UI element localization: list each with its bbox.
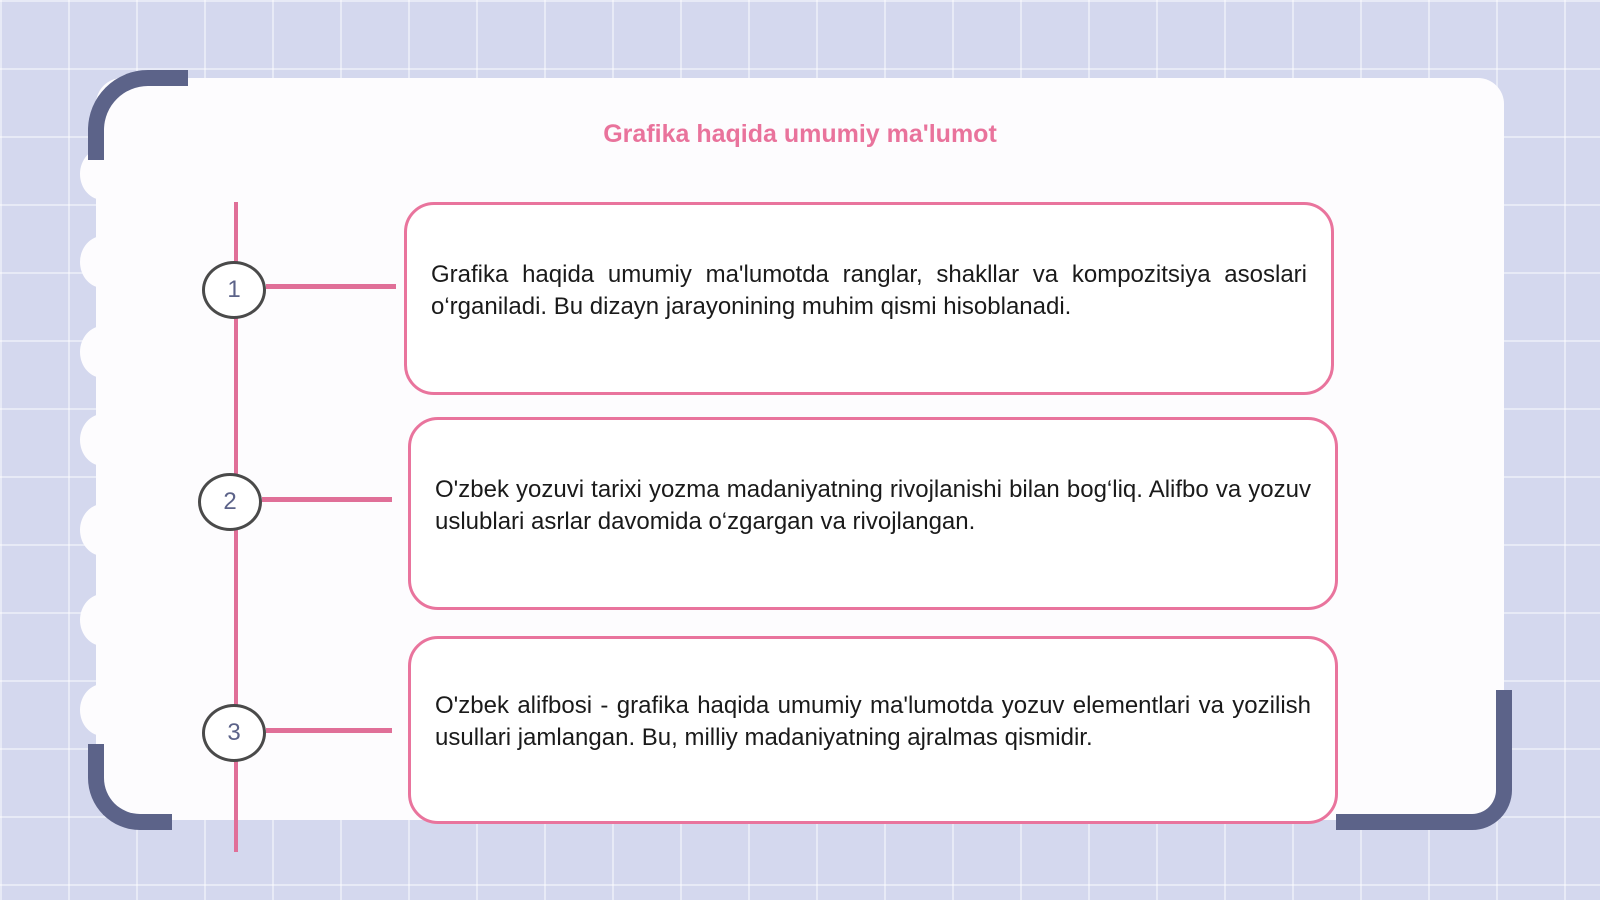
info-text-3: O'zbek alifbosi - grafika haqida umumiy ma'lumotda yozuv elementlari va yozilish usullari jamlangan. Bu, milliy madaniyatning ajralmas qismidir. [435, 692, 1311, 751]
notebook-tab [80, 236, 126, 288]
notebook-tab [80, 594, 126, 646]
notebook-tab [80, 684, 126, 736]
info-text-1: Grafika haqida umumiy ma'lumotda ranglar, shakllar va kompozitsiya asoslari o‘rganiladi. Bu dizayn jarayonining muhim qismi hisoblanadi. [431, 260, 1307, 320]
step-number-2: 2 [198, 473, 262, 531]
step-number-1: 1 [202, 261, 266, 319]
notebook-tab [80, 326, 126, 378]
timeline-connector [266, 728, 392, 733]
corner-bracket-bottom-left [88, 744, 172, 830]
notebook-tab [80, 414, 126, 466]
info-box-1 [404, 202, 1334, 395]
timeline-connector [262, 497, 392, 502]
info-text-2: O'zbek yozuvi tarixi yozma madaniyatning rivojlanishi bilan bog‘liq. Alifbo va yozuv uslublari asrlar davomida o‘zgargan va rivojlangan. [435, 475, 1311, 535]
info-box-3 [408, 636, 1338, 824]
corner-bracket-top-left [88, 70, 188, 160]
notebook-tab [80, 504, 126, 556]
slide-title: Grafika haqida umumiy ma'lumot [603, 120, 997, 148]
step-number-3: 3 [202, 704, 266, 762]
timeline-connector [266, 284, 396, 289]
info-box-2 [408, 417, 1338, 610]
corner-bracket-bottom-right [1336, 690, 1512, 830]
